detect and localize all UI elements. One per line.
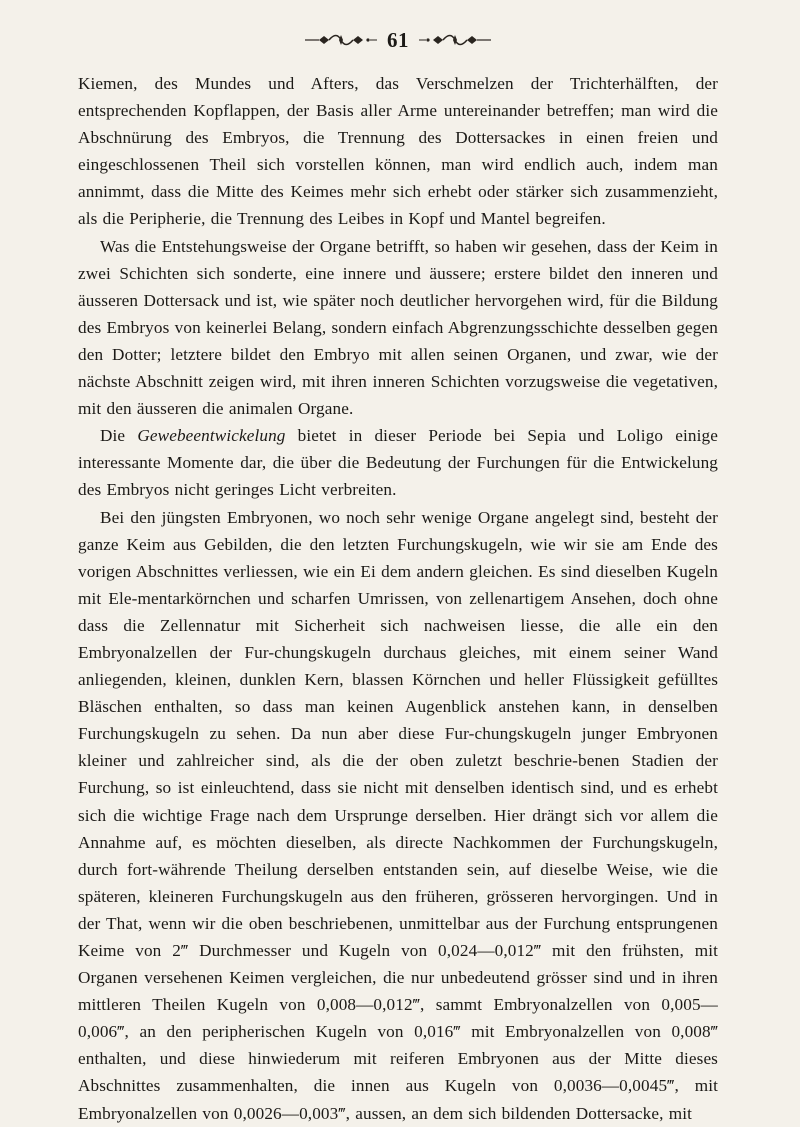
page-header — [78, 28, 718, 52]
left-ornament-icon — [305, 34, 377, 46]
paragraph-embryo-cells: Bei den jüngsten Embryonen, wo noch sehr wenige Organe angelegt sind, besteht der ganze Keim aus Gebilden, die den letzten Furchungskugeln, wie wir sie am Ende des vorigen Abschnittes verliessen, wie ein Ei dem andern gleichen. Es sind dieselben Kugeln mit Ele-mentarkörnchen und scharfen Umrissen, von zellenartigem Ansehen, doch ohne dass die Zellennatur mit Sicherheit sich nachweisen liesse, die alle ein den Embryonalzellen der Fur-chungskugeln durchaus gleiches, mit einem seiner Wand anliegenden, kleinen, dunklen Kern, blassen Körnchen und heller Flüssigkeit gefülltes Bläschen enthalten, so dass man keinen Augenblick anstehen kann, in denselben Furchungskugeln zu sehen. Da nun aber diese Fur-chungskugeln junger Embryonen kleiner und zahlreicher sind, als die der oben zuletzt beschrie-benen Stadien der Furchung, so ist einleuchtend, dass sie nicht mit denselben identisch sind, und es erhebt sich die wichtige Frage nach dem Ursprunge derselben. Hier drängt sich vor allem die Annahme auf, es möchten dieselben, als directe Nachkommen der Furchungskugeln, durch fort-währende Theilung derselben entstanden sein, auf dieselbe Weise, wie die späteren, kleineren Furchungskugeln aus den früheren, grösseren hervorgingen. Und in der That, wenn wir die oben beschriebenen, unmittelbar aus der Furchung entsprungenen Keime von 2‴ Durchmesser und Kugeln von 0,024—0,012‴ mit den frühsten, mit Organen versehenen Keimen vergleichen, die nur unbedeutend grösser sind und in ihren mittleren Theilen Kugeln von 0,008—0,012‴, sammt Embryonalzellen von 0,005—0,006‴, an den peripherischen Kugeln von 0,016‴ mit Embryonalzellen von 0,008‴ enthalten, und diese hinwiederum mit reiferen Embryonen aus der Mitte dieses Abschnittes zusammenhalten, die innen aus Kugeln von 0,0036—0,0045‴, mit Embryonalzellen von 0,0026—0,003‴, aussen, an dem sich bildenden Dottersacke, mit — [78, 507, 718, 1123]
page-number: 61 — [387, 27, 409, 52]
paragraph-tissue-rest: bietet in dieser Periode bei Sepia und Loligo einige interessante Momente dar, die über die Bedeutung der Furchungen für die Entwickelung des Embryos nicht geringes Licht verbreiten. — [78, 426, 718, 500]
right-ornament-icon — [419, 34, 491, 46]
paragraph-tissue-development — [78, 422, 718, 503]
book-page — [78, 27, 718, 1123]
paragraph-organ-development: Was die Entstehungsweise der Organe betrifft, so haben wir gesehen, dass der Keim in zwei Schichten sich sonderte, eine innere und äussere; erstere bildet den inneren und äusseren Dottersack und ist, wie später noch deutlicher hervorgehen wird, für die Bildung des Embryos von keinerlei Belang, sondern einfach Abgrenzungsschichte desselben gegen den Dotter; letztere bildet den Embryo mit allen seinen Organen, und zwar, wie der nächste Abschnitt zeigen wird, mit ihren inneren Schichten vorzugsweise die vegetativen, mit den äusseren die animalen Organe. — [78, 236, 718, 419]
paragraph-tissue-lead: Die — [100, 426, 138, 446]
paragraph-continuation: Kiemen, des Mundes und Afters, das Verschmelzen der Trichterhälften, der entsprechenden Kopflappen, der Basis aller Arme untereinander betreffen; man wird die Abschnürung des Embryos, die Trennung des Dottersackes in einen freien und eingeschlossenen Theil sich vorstellen können, man wird endlich auch, indem man annimmt, dass die Mitte des Keimes mehr sich erhebt oder stärker sich zusammenzieht, als die Peripherie, die Trennung des Leibes in Kopf und Mantel begreifen. — [78, 74, 718, 229]
italic-term: Gewebeentwickelung — [137, 426, 286, 446]
